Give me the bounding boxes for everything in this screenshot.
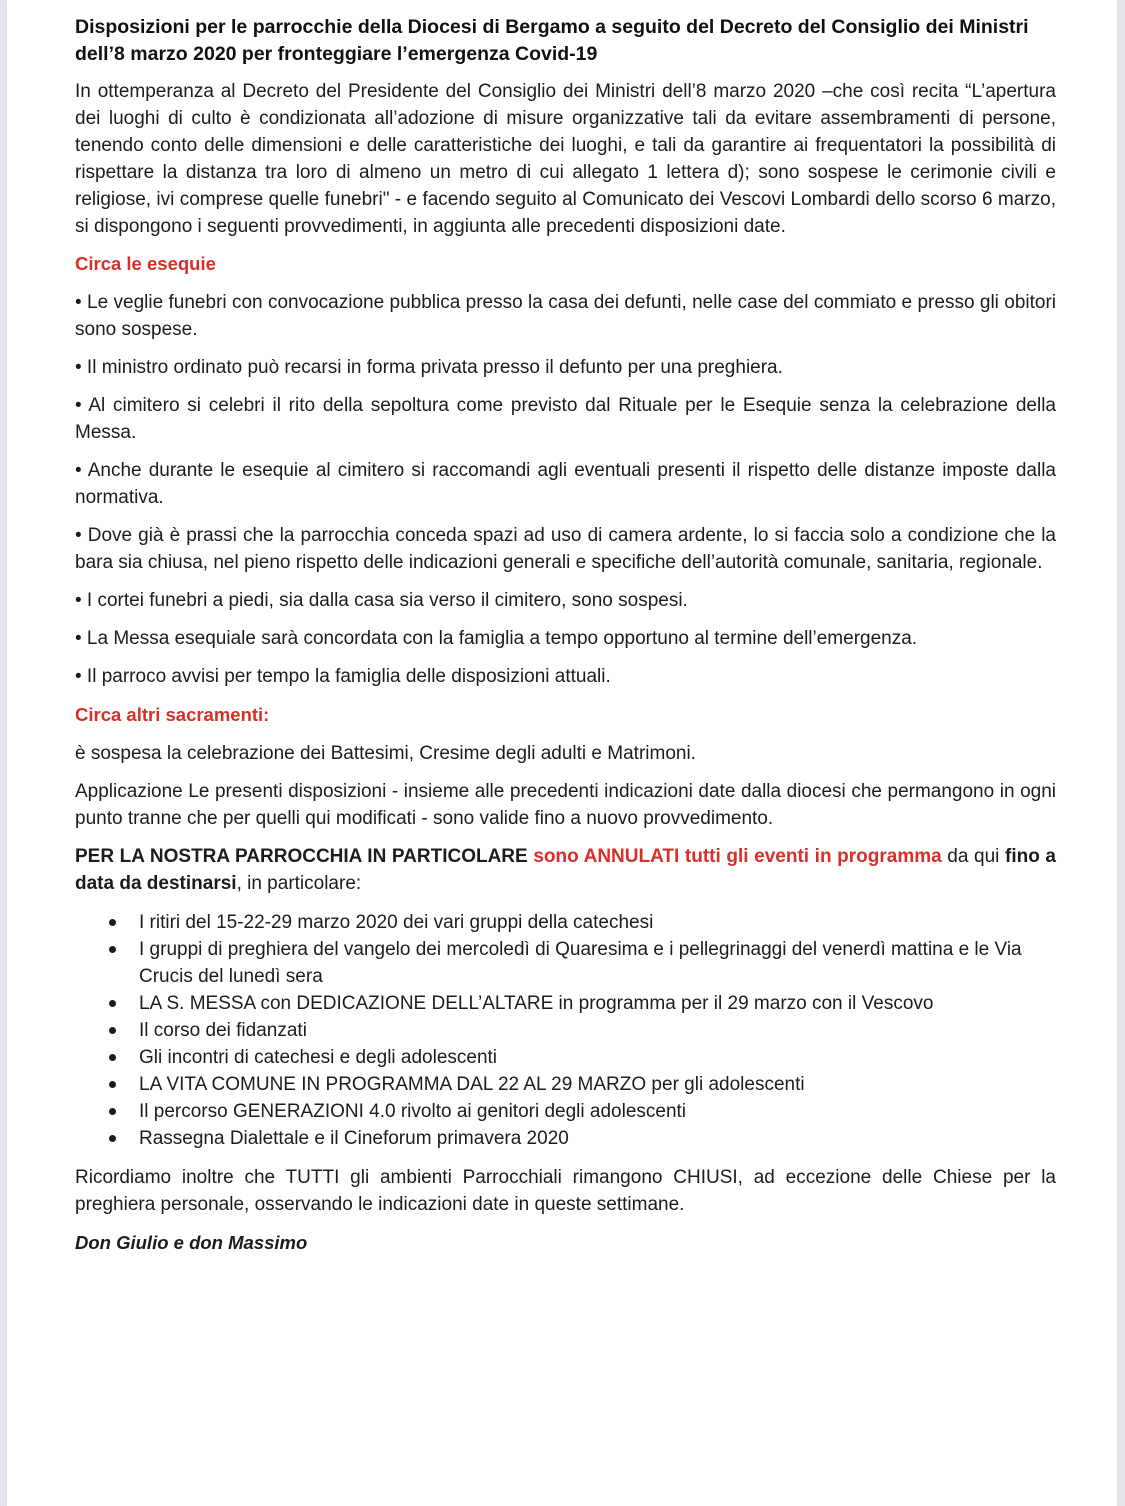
applicazione-paragraph: Applicazione Le presenti disposizioni - insieme alle precedenti indicazioni date dalla diocesi che permangono in ogni punto tranne che per quelli qui modificati - sono valide fino a nuovo provvedimento.	[75, 781, 1056, 829]
event-text: Rassegna Dialettale e il Cineforum primavera 2020	[139, 1128, 569, 1149]
bullet-icon	[109, 1054, 116, 1061]
parish-lead-bold2: fino a data da destinarsi	[75, 846, 1056, 894]
event-text: Gli incontri di catechesi e degli adolescenti	[139, 1047, 498, 1068]
parish-lead-plain: da qui	[947, 846, 1000, 867]
bullet-icon	[109, 1108, 116, 1115]
event-text: LA S. MESSA con DEDICAZIONE DELL’ALTARE in programma per il 29 marzo con il Vescovo	[139, 993, 934, 1014]
sacramenti-text: è sospesa la celebrazione dei Battesimi, Cresime degli adulti e Matrimoni.	[75, 743, 696, 764]
event-item	[139, 1017, 1056, 1044]
intro-paragraph: In ottemperanza al Decreto del Presidente del Consiglio dei Ministri dell’8 marzo 2020 –che così recita “L’apertura dei luoghi di culto è condizionata all’adozione di misure organizzative tali da evitare assembramenti di persone, tenendo conto delle dimensioni e delle caratteristiche dei luoghi, e tali da garantire ai frequentatori la possibilità di rispettare la distanza tra loro di almeno un metro di cui allegato 1 lettera d); sono sospese le cerimonie civili e religiose, ivi comprese quelle funebri" - e facendo seguito al Comunicato dei Vescovi Lombardi dello scorso 6 marzo, si dispongono i seguenti provvedimenti, in aggiunta alle precedenti disposizioni date.	[75, 81, 1056, 237]
esequie-item: • Dove già è prassi che la parrocchia conceda spazi ad uso di camera ardente, lo si faccia solo a condizione che la bara sia chiusa, nel pieno rispetto delle indicazioni generali e specifiche dell’autorità comunale, sanitaria, regionale.	[75, 525, 1056, 573]
bullet-icon	[109, 946, 116, 953]
bullet-icon	[109, 1081, 116, 1088]
esequie-item: • Il parroco avvisi per tempo la famiglia delle disposizioni attuali.	[75, 666, 611, 687]
parish-lead-bold: PER LA NOSTRA PARROCCHIA IN PARTICOLARE	[75, 846, 528, 867]
event-item	[139, 990, 1056, 1017]
event-text: LA VITA COMUNE IN PROGRAMMA DAL 22 AL 29 MARZO per gli adolescenti	[139, 1074, 805, 1095]
esequie-item: • Al cimitero si celebri il rito della sepoltura come previsto dal Rituale per le Esequie senza la celebrazione della Messa.	[75, 395, 1056, 443]
closing-paragraph: Ricordiamo inoltre che TUTTI gli ambienti Parrocchiali rimangono CHIUSI, ad eccezione delle Chiese per la preghiera personale, osservando le indicazioni date in queste settimane.	[75, 1167, 1056, 1215]
event-item	[139, 1071, 1056, 1098]
parish-announcement	[75, 843, 1056, 897]
document-content	[75, 14, 1056, 1256]
section-heading-sacramenti: Circa altri sacramenti:	[75, 704, 270, 725]
event-item	[139, 1125, 1056, 1152]
cancelled-events-list	[75, 909, 1056, 1152]
bullet-icon	[109, 1000, 116, 1007]
bullet-icon	[109, 1135, 116, 1142]
esequie-item: • Le veglie funebri con convocazione pubblica presso la casa dei defunti, nelle case del commiato e presso gli obitori sono sospese.	[75, 292, 1056, 340]
parish-lead-red: sono ANNULATI tutti gli eventi in programma	[533, 846, 942, 867]
document-title: Disposizioni per le parrocchie della Diocesi di Bergamo a seguito del Decreto del Consiglio dei Ministri dell’8 marzo 2020 per fronteggiare l’emergenza Covid-19	[75, 16, 1029, 65]
bullet-icon	[109, 1027, 116, 1034]
event-item	[139, 1098, 1056, 1125]
section-heading-esequie: Circa le esequie	[75, 253, 216, 274]
bullet-icon	[109, 919, 116, 926]
event-item	[139, 1044, 1056, 1071]
document-page	[7, 0, 1117, 1506]
event-text: I gruppi di preghiera del vangelo dei mercoledì di Quaresima e i pellegrinaggi del venerdì mattina e le Via Crucis del lunedì sera	[139, 939, 1022, 987]
event-item	[139, 936, 1056, 990]
event-text: Il corso dei fidanzati	[139, 1020, 307, 1041]
esequie-item: • I cortei funebri a piedi, sia dalla casa sia verso il cimitero, sono sospesi.	[75, 590, 688, 611]
event-text: Il percorso GENERAZIONI 4.0 rivolto ai genitori degli adolescenti	[139, 1101, 687, 1122]
esequie-item: • Anche durante le esequie al cimitero si raccomandi agli eventuali presenti il rispetto delle distanze imposte dalla normativa.	[75, 460, 1056, 508]
esequie-item: • Il ministro ordinato può recarsi in forma privata presso il defunto per una preghiera.	[75, 357, 783, 378]
event-item	[139, 909, 1056, 936]
signature: Don Giulio e don Massimo	[75, 1232, 308, 1253]
esequie-item: • La Messa esequiale sarà concordata con la famiglia a tempo opportuno al termine dell’emergenza.	[75, 628, 918, 649]
event-text: I ritiri del 15-22-29 marzo 2020 dei vari gruppi della catechesi	[139, 912, 654, 933]
parish-lead-tail: , in particolare:	[236, 873, 362, 894]
